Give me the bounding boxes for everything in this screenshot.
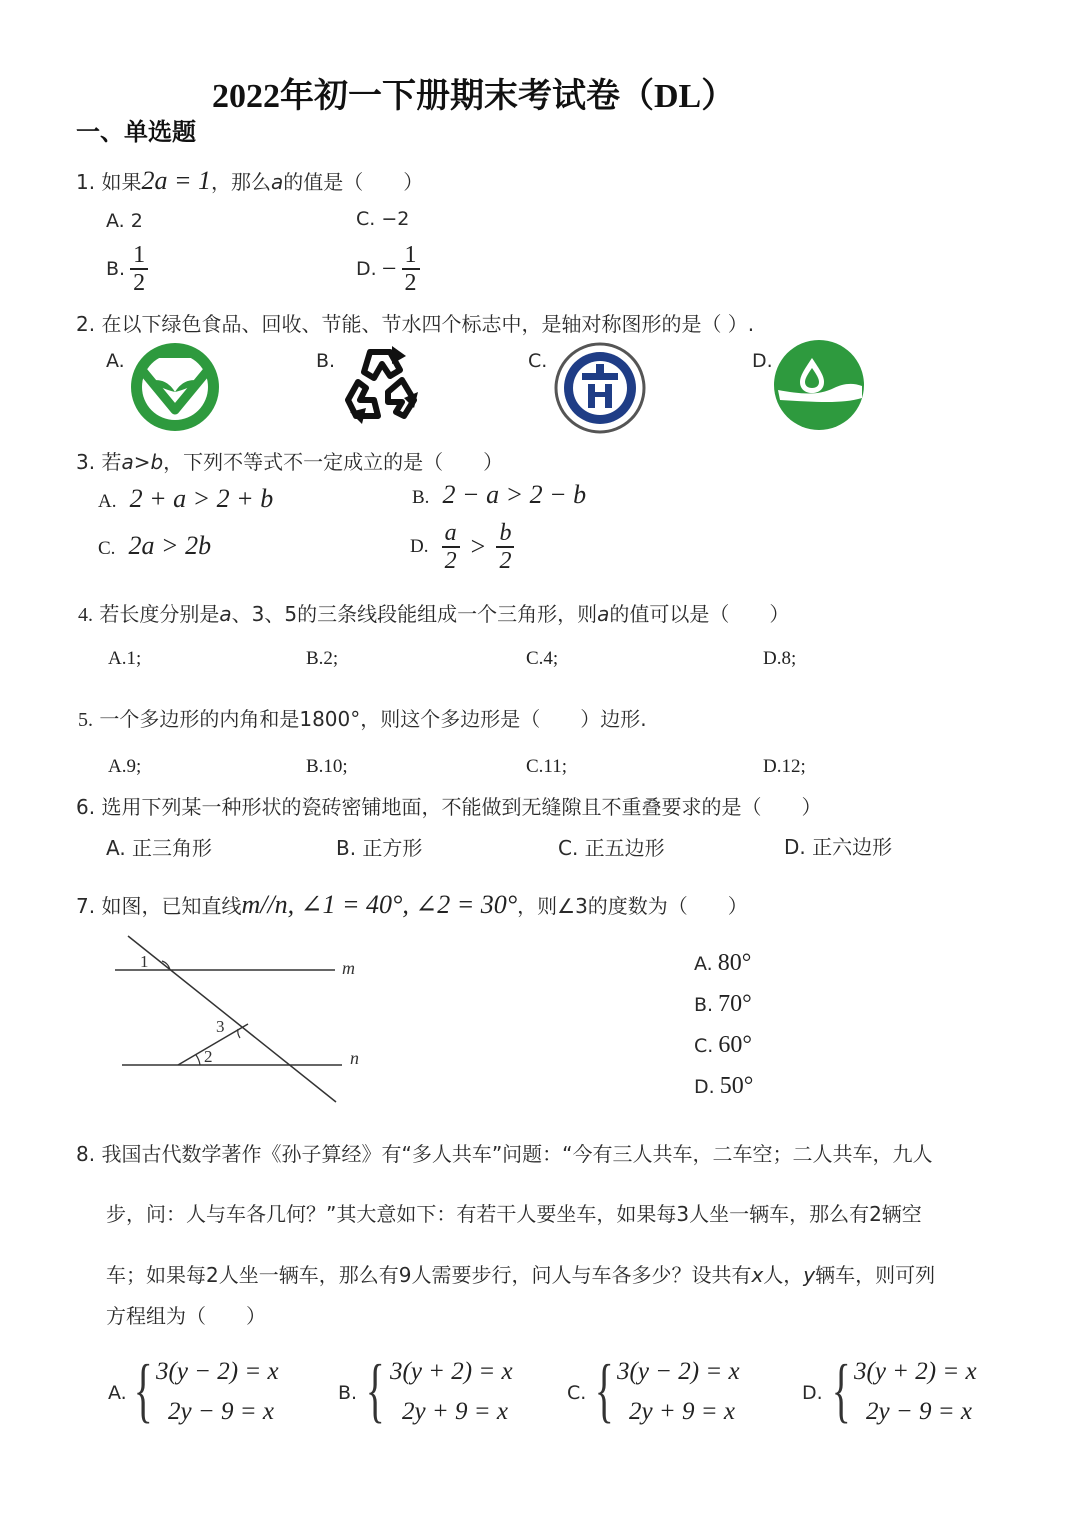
- line-n-label: n: [350, 1048, 359, 1068]
- denominator: 2: [402, 268, 420, 296]
- water-saving-icon: [772, 338, 866, 432]
- brace-symbol: {: [831, 1350, 851, 1430]
- angle-2-label: 2: [204, 1047, 213, 1066]
- option-a[interactable]: A. 正三角形: [106, 836, 213, 860]
- question-text: ，则∠3的度数为（ ）: [517, 894, 748, 918]
- option-c[interactable]: [694, 1032, 752, 1059]
- option-d[interactable]: [356, 242, 420, 296]
- option-a-label[interactable]: A.: [106, 350, 125, 372]
- option-d[interactable]: [694, 1073, 753, 1100]
- option-a[interactable]: [694, 950, 751, 977]
- fraction: [402, 242, 420, 296]
- option-c[interactable]: C. −2: [356, 208, 410, 230]
- operator: >: [470, 532, 486, 561]
- expression: 2 + a > 2 + b: [129, 484, 274, 513]
- option-value: 60°: [718, 1032, 753, 1058]
- brace-symbol: {: [365, 1350, 385, 1430]
- line-m-label: m: [342, 958, 355, 978]
- question-6: [76, 791, 821, 820]
- option-b[interactable]: [412, 480, 586, 510]
- question-text: ，下列不等式不一定成立的是（ ）: [163, 450, 504, 474]
- question-text: 的值可以是（ ）: [609, 602, 790, 626]
- denominator: 2: [130, 268, 148, 296]
- angle-1-label: 1: [140, 952, 149, 971]
- option-value: 50°: [719, 1073, 754, 1099]
- question-number: 1.: [76, 170, 96, 194]
- equation-2: 2y + 9 = x: [402, 1398, 508, 1425]
- option-label: D.: [410, 536, 429, 557]
- question-1: [76, 166, 423, 196]
- option-d[interactable]: [802, 1350, 1032, 1440]
- option-c-label[interactable]: C.: [528, 350, 548, 372]
- equation-2: 2y − 9 = x: [168, 1398, 274, 1425]
- option-label: B.: [338, 1382, 358, 1404]
- question-text: 车；如果每2人坐一辆车，那么有9人需要步行，问人与车各多少？设共有: [106, 1263, 752, 1287]
- option-b-label[interactable]: B.: [316, 350, 336, 372]
- question-3: [76, 446, 503, 475]
- question-number: 7.: [76, 894, 96, 918]
- question-7: [76, 890, 748, 920]
- option-label: A.: [108, 1382, 127, 1404]
- question-text: 的值是（ ）: [283, 170, 424, 194]
- question-text: 如图，已知直线: [101, 894, 242, 918]
- option-a[interactable]: A.9;: [108, 756, 142, 777]
- option-c[interactable]: [567, 1350, 787, 1440]
- brace-symbol: {: [594, 1350, 614, 1430]
- option-a[interactable]: A.1;: [108, 648, 142, 669]
- option-label: B.: [106, 258, 126, 280]
- equation-2: 2y + 9 = x: [629, 1398, 735, 1425]
- question-4: [78, 598, 789, 627]
- fraction: [130, 242, 148, 296]
- question-number: 8.: [76, 1142, 96, 1166]
- numerator: 1: [404, 242, 417, 268]
- option-value: 80°: [717, 950, 752, 976]
- option-b[interactable]: [694, 991, 752, 1018]
- variable: a: [597, 602, 610, 626]
- question-text: 若长度分别是: [99, 602, 220, 626]
- question-number: 5.: [78, 709, 93, 731]
- option-b[interactable]: [338, 1350, 558, 1440]
- question-number: 4.: [78, 604, 93, 626]
- question-text: ，那么: [211, 170, 271, 194]
- question-5: [78, 703, 647, 732]
- energy-saving-icon: [552, 340, 648, 436]
- option-label: C.: [98, 538, 116, 559]
- denominator: 2: [496, 546, 514, 574]
- numerator: b: [499, 520, 512, 546]
- equation-1: 3(y − 2) = x: [617, 1358, 740, 1385]
- variable: a: [219, 602, 232, 626]
- equation: 2a = 1: [141, 166, 211, 195]
- option-label: A.: [98, 491, 117, 512]
- option-c[interactable]: C.11;: [526, 756, 567, 777]
- option-a[interactable]: [108, 1350, 328, 1440]
- equation-1: 3(y + 2) = x: [854, 1358, 977, 1385]
- option-d-label[interactable]: D.: [752, 350, 773, 372]
- option-b[interactable]: [106, 242, 148, 296]
- condition: a>b: [121, 450, 164, 474]
- option-label: B.: [694, 994, 714, 1016]
- option-d[interactable]: [410, 520, 514, 574]
- question-text: 在以下绿色食品、回收、节能、节水四个标志中，是轴对称图形的是（ ）.: [101, 312, 755, 336]
- equation-1: 3(y − 2) = x: [156, 1358, 279, 1385]
- brace-symbol: {: [133, 1350, 153, 1430]
- geometry-figure: [110, 930, 380, 1110]
- fraction: [442, 520, 460, 574]
- variable-y: y: [803, 1263, 816, 1287]
- option-d[interactable]: D. 正六边形: [784, 835, 893, 859]
- denominator: 2: [442, 546, 460, 574]
- angle-3-label: 3: [216, 1017, 225, 1036]
- question-number: 6.: [76, 795, 96, 819]
- option-value: 70°: [718, 991, 752, 1017]
- option-label: D.: [802, 1382, 823, 1404]
- option-d[interactable]: D.12;: [763, 756, 806, 777]
- section-heading: 一、单选题: [76, 118, 196, 146]
- condition: m//n, ∠1 = 40°, ∠2 = 30°: [241, 890, 518, 919]
- variable: a: [271, 170, 284, 194]
- option-c[interactable]: C.4;: [526, 648, 559, 669]
- option-label: D.: [356, 258, 377, 280]
- option-label: C.: [567, 1382, 587, 1404]
- question-text: 人，: [763, 1263, 804, 1287]
- question-number: 2.: [76, 312, 96, 336]
- minus-sign: −: [381, 254, 397, 283]
- equation-1: 3(y + 2) = x: [390, 1358, 513, 1385]
- question-8-line-3: [106, 1259, 935, 1288]
- question-8-line-4: 方程组为（ ）: [106, 1304, 266, 1328]
- option-b[interactable]: B.2;: [306, 648, 339, 669]
- recycle-icon: [340, 342, 432, 428]
- question-number: 3.: [76, 450, 96, 474]
- expression: 2 − a > 2 − b: [442, 480, 587, 509]
- option-b[interactable]: B. 正方形: [336, 836, 423, 860]
- question-text: 、3、5的三条线段能组成一个三角形，则: [231, 602, 598, 626]
- numerator: a: [444, 520, 457, 546]
- option-a[interactable]: [98, 484, 273, 514]
- option-label: D.: [694, 1076, 715, 1098]
- option-b[interactable]: B.10;: [306, 756, 348, 777]
- option-label: B.: [412, 487, 430, 508]
- question-8-line-2: 步，问：人与车各几何？”其大意如下：有若干人要坐车，如果每3人坐一辆车，那么有2辆空: [106, 1202, 922, 1226]
- option-label: C.: [694, 1035, 714, 1057]
- option-d[interactable]: D.8;: [763, 648, 797, 669]
- question-text: 辆车，则可列: [815, 1263, 936, 1287]
- transversal-line: [128, 936, 336, 1102]
- option-c[interactable]: [98, 531, 211, 561]
- numerator: 1: [133, 242, 146, 268]
- question-2: [76, 308, 754, 337]
- equation-2: 2y − 9 = x: [866, 1398, 972, 1425]
- page-title: 2022年初一下册期末考试卷（DL）: [212, 78, 736, 115]
- option-a[interactable]: A. 2: [106, 210, 143, 232]
- question-text: 我国古代数学著作《孙子算经》有“多人共车”问题：“今有三人共车，二车空；二人共车，九人: [101, 1142, 933, 1166]
- green-food-icon: [128, 340, 222, 434]
- question-text: 一个多边形的内角和是1800°，则这个多边形是（ ）边形.: [99, 707, 647, 731]
- option-label: A.: [694, 953, 713, 975]
- variable-x: x: [751, 1263, 764, 1287]
- option-c[interactable]: C. 正五边形: [558, 836, 665, 860]
- fraction: [496, 520, 514, 574]
- question-8-line-1: [76, 1138, 933, 1167]
- question-text: 若: [101, 450, 122, 474]
- question-text: 如果: [101, 170, 142, 194]
- expression: 2a > 2b: [128, 531, 212, 560]
- question-text: 选用下列某一种形状的瓷砖密铺地面，不能做到无缝隙且不重叠要求的是（ ）: [101, 795, 822, 819]
